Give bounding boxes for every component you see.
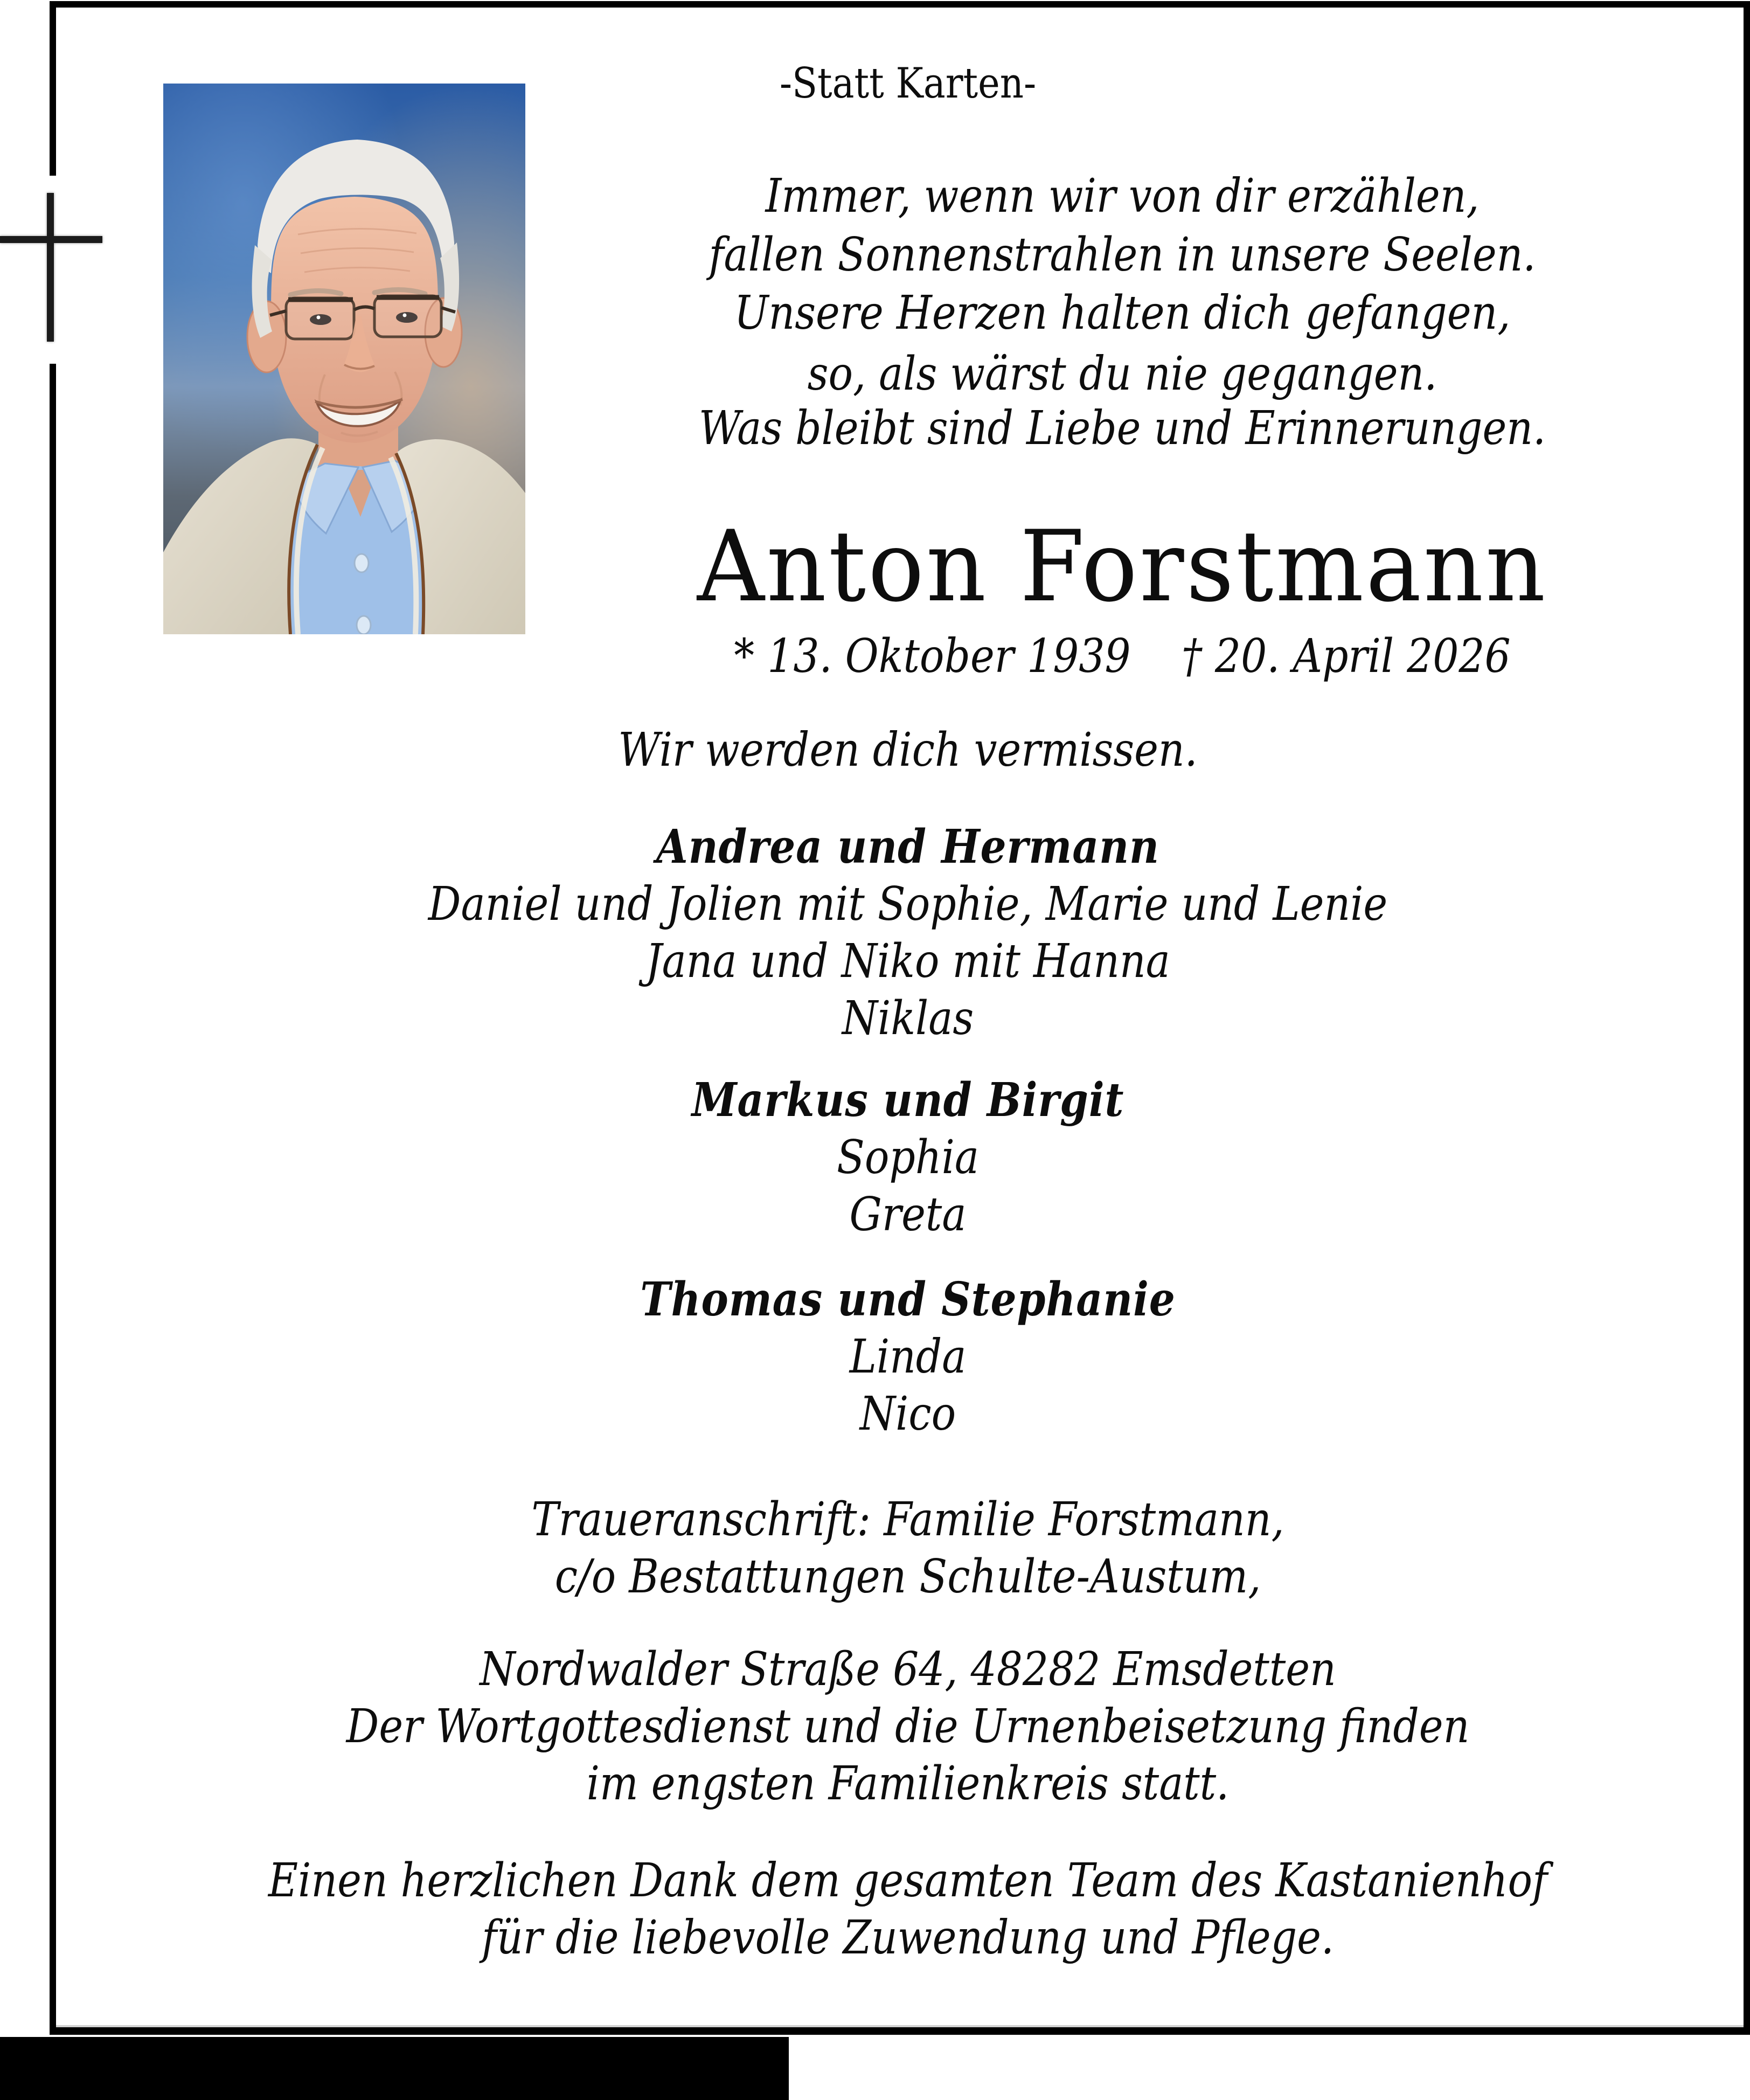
- birth-date: * 13. Oktober 1939: [734, 629, 1131, 683]
- mourner-group-1-head: Andrea und Hermann: [656, 820, 1159, 874]
- frame-bottom-border: [50, 2027, 1750, 2035]
- frame-left-border-upper: [50, 1, 56, 176]
- mourner-group-1-member-2: Jana und Niko mit Hanna: [645, 934, 1170, 988]
- thanks-line-2: für die liebevolle Zuwendung und Pflege.: [481, 1911, 1334, 1965]
- portrait-photo: [163, 84, 525, 634]
- frame-left-border-lower: [50, 364, 56, 2034]
- poem-line-3: Unsere Herzen halten dich gefangen,: [734, 286, 1511, 340]
- address-line-1: Traueranschrift: Familie Forstmann,: [531, 1493, 1284, 1547]
- portrait-illustration: [163, 84, 525, 634]
- memorial-cross-vertical: [47, 193, 54, 342]
- service-line-2: im engsten Familienkreis statt.: [586, 1757, 1230, 1811]
- mourner-group-1-member-1: Daniel und Jolien mit Sophie, Marie und Lenie: [428, 877, 1388, 931]
- mourner-group-1-member-3: Niklas: [842, 992, 974, 1045]
- thanks-line-1: Einen herzlichen Dank dem gesamten Team des Kastanienhof: [268, 1854, 1548, 1908]
- redaction-bar: [0, 2037, 789, 2100]
- service-line-1: Der Wortgottesdienst und die Urnenbeisetzung finden: [346, 1700, 1470, 1754]
- poem-line-2: fallen Sonnenstrahlen in unsere Seelen.: [709, 228, 1536, 282]
- frame-right-border: [1744, 1, 1750, 2035]
- address-line-2: c/o Bestattungen Schulte-Austum,: [554, 1550, 1261, 1604]
- life-dates: [599, 624, 1645, 689]
- statt-karten-label: -Statt Karten-: [779, 59, 1037, 108]
- poem-line-1: Immer, wenn wir von dir erzählen,: [765, 169, 1480, 223]
- mourner-group-3-member-2: Nico: [859, 1387, 956, 1441]
- deceased-name: Anton Forstmann: [697, 509, 1548, 623]
- mourner-group-2-member-1: Sophia: [837, 1131, 979, 1184]
- mourner-group-2-head: Markus und Birgit: [691, 1073, 1124, 1127]
- address-line-3: Nordwalder Straße 64, 48282 Emsdetten: [480, 1642, 1336, 1696]
- memorial-cross-horizontal: [0, 236, 102, 243]
- death-date: † 20. April 2026: [1182, 629, 1511, 683]
- mourner-group-2-member-2: Greta: [849, 1188, 967, 1242]
- mourner-group-3-head: Thomas und Stephanie: [640, 1272, 1176, 1327]
- farewell-text: Wir werden dich vermissen.: [618, 723, 1198, 777]
- mourner-group-3-member-1: Linda: [849, 1330, 967, 1384]
- frame-top-border: [50, 1, 1750, 8]
- poem-line-4: so, als wärst du nie gegangen.: [807, 347, 1438, 401]
- poem-line-5: Was bleibt sind Liebe und Erinnerungen.: [698, 401, 1546, 455]
